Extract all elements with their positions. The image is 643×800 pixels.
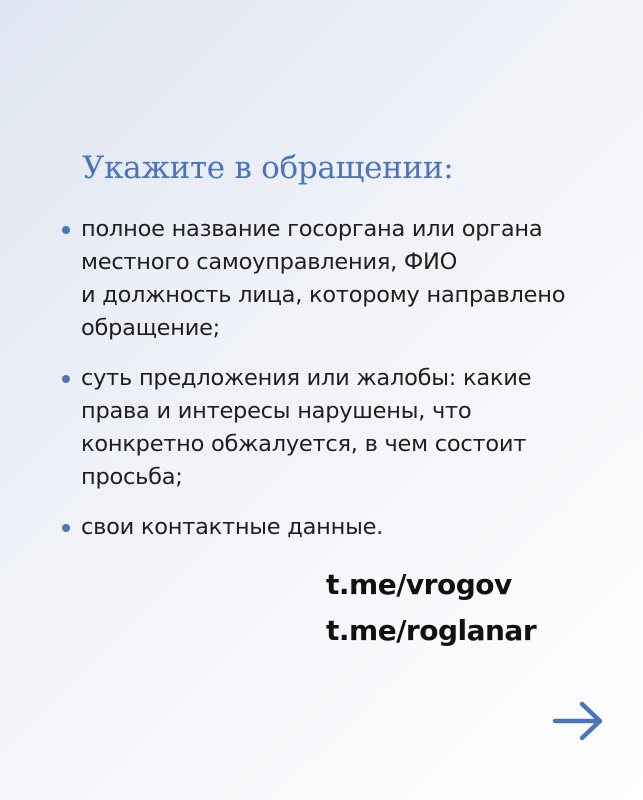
list-item-line: конкретно обжалуется, в чем состоит: [81, 431, 527, 457]
telegram-link-roglanar[interactable]: t.me/roglanar: [326, 614, 537, 647]
list-item: [62, 362, 622, 494]
list-item-line: обращение;: [81, 315, 221, 341]
requirements-list: [62, 213, 622, 544]
list-item-line: права и интересы нарушены, что: [81, 398, 472, 424]
bullet-icon: [62, 375, 70, 383]
telegram-link-vrogov[interactable]: t.me/vrogov: [326, 568, 512, 601]
list-item-line: и должность лица, которому направлено: [81, 282, 566, 308]
telegram-links: [326, 562, 536, 654]
bullet-icon: [62, 226, 70, 234]
arrow-right-icon[interactable]: [551, 700, 605, 742]
bullet-icon: [62, 524, 70, 532]
list-item: [62, 213, 622, 345]
list-item: [62, 511, 622, 544]
list-item-line: свои контактные данные.: [81, 514, 384, 540]
page-title: Укажите в обращении:: [82, 150, 454, 186]
list-item-line: суть предложения или жалобы: какие: [81, 365, 532, 391]
list-item-line: полное название госоргана или органа: [81, 216, 543, 242]
list-item-line: просьба;: [81, 464, 183, 490]
list-item-line: местного самоуправления, ФИО: [81, 249, 458, 275]
